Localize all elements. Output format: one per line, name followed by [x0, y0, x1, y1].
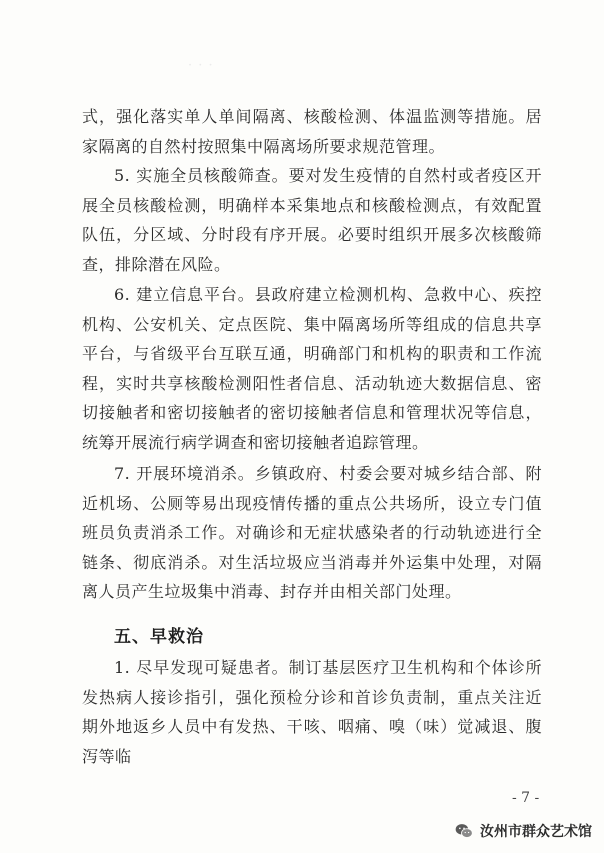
- wechat-icon: [454, 821, 474, 841]
- paragraph-item-6: 6. 建立信息平台。县政府建立检测机构、急救中心、疾控机构、公安机关、定点医院、集中隔离场所等组成的信息共享平台，与省级平台互联互通，明确部门和机构的职责和工作流程，实时共享核酸检测阳性者信息、活动轨迹大数据信息、密切接触者和密切接触者的密切接触者信息和管理状况等信息，统筹开展流行病学调查和密切接触者追踪管理。: [82, 285, 542, 452]
- watermark: [454, 821, 592, 841]
- watermark-text: 汝州市群众艺术馆: [480, 824, 592, 840]
- paragraph-continuation: 式，强化落实单人单间隔离、核酸检测、体温监测等措施。居家隔离的自然村按照集中隔离场所要求规范管理。: [82, 107, 542, 156]
- paragraph-section5-item-1: 1. 尽早发现可疑患者。制订基层医疗卫生机构和个体诊所发热病人接诊指引，强化预检分诊和首诊负责制，重点关注近期外地返乡人员中有发热、干咳、咽痛、嗅（味）觉减退、腹泻等临: [82, 658, 542, 766]
- paragraph-item-5: 5. 实施全员核酸筛查。要对发生疫情的自然村或者疫区开展全员核酸检测，明确样本采集地点和核酸检测点，有效配置队伍，分区域、分时段有序开展。必要时组织开展多次核酸筛查，排除潜在风险。: [82, 166, 542, 274]
- page-number: - 7 -: [512, 790, 540, 806]
- paragraph-item-7: 7. 开展环境消杀。乡镇政府、村委会要对城乡结合部、附近机场、公厕等易出现疫情传播的重点公共场所，设立专门值班员负责消杀工作。对确诊和无症状感染者的行动轨迹进行全链条、彻底消杀。对生活垃圾应当消毒并外运集中处理，对隔离人员产生垃圾集中消毒、封存并由相关部门处理。: [82, 464, 542, 601]
- section-heading: 五、早救治: [114, 627, 204, 647]
- bleed-through-text: · · ·: [188, 58, 214, 73]
